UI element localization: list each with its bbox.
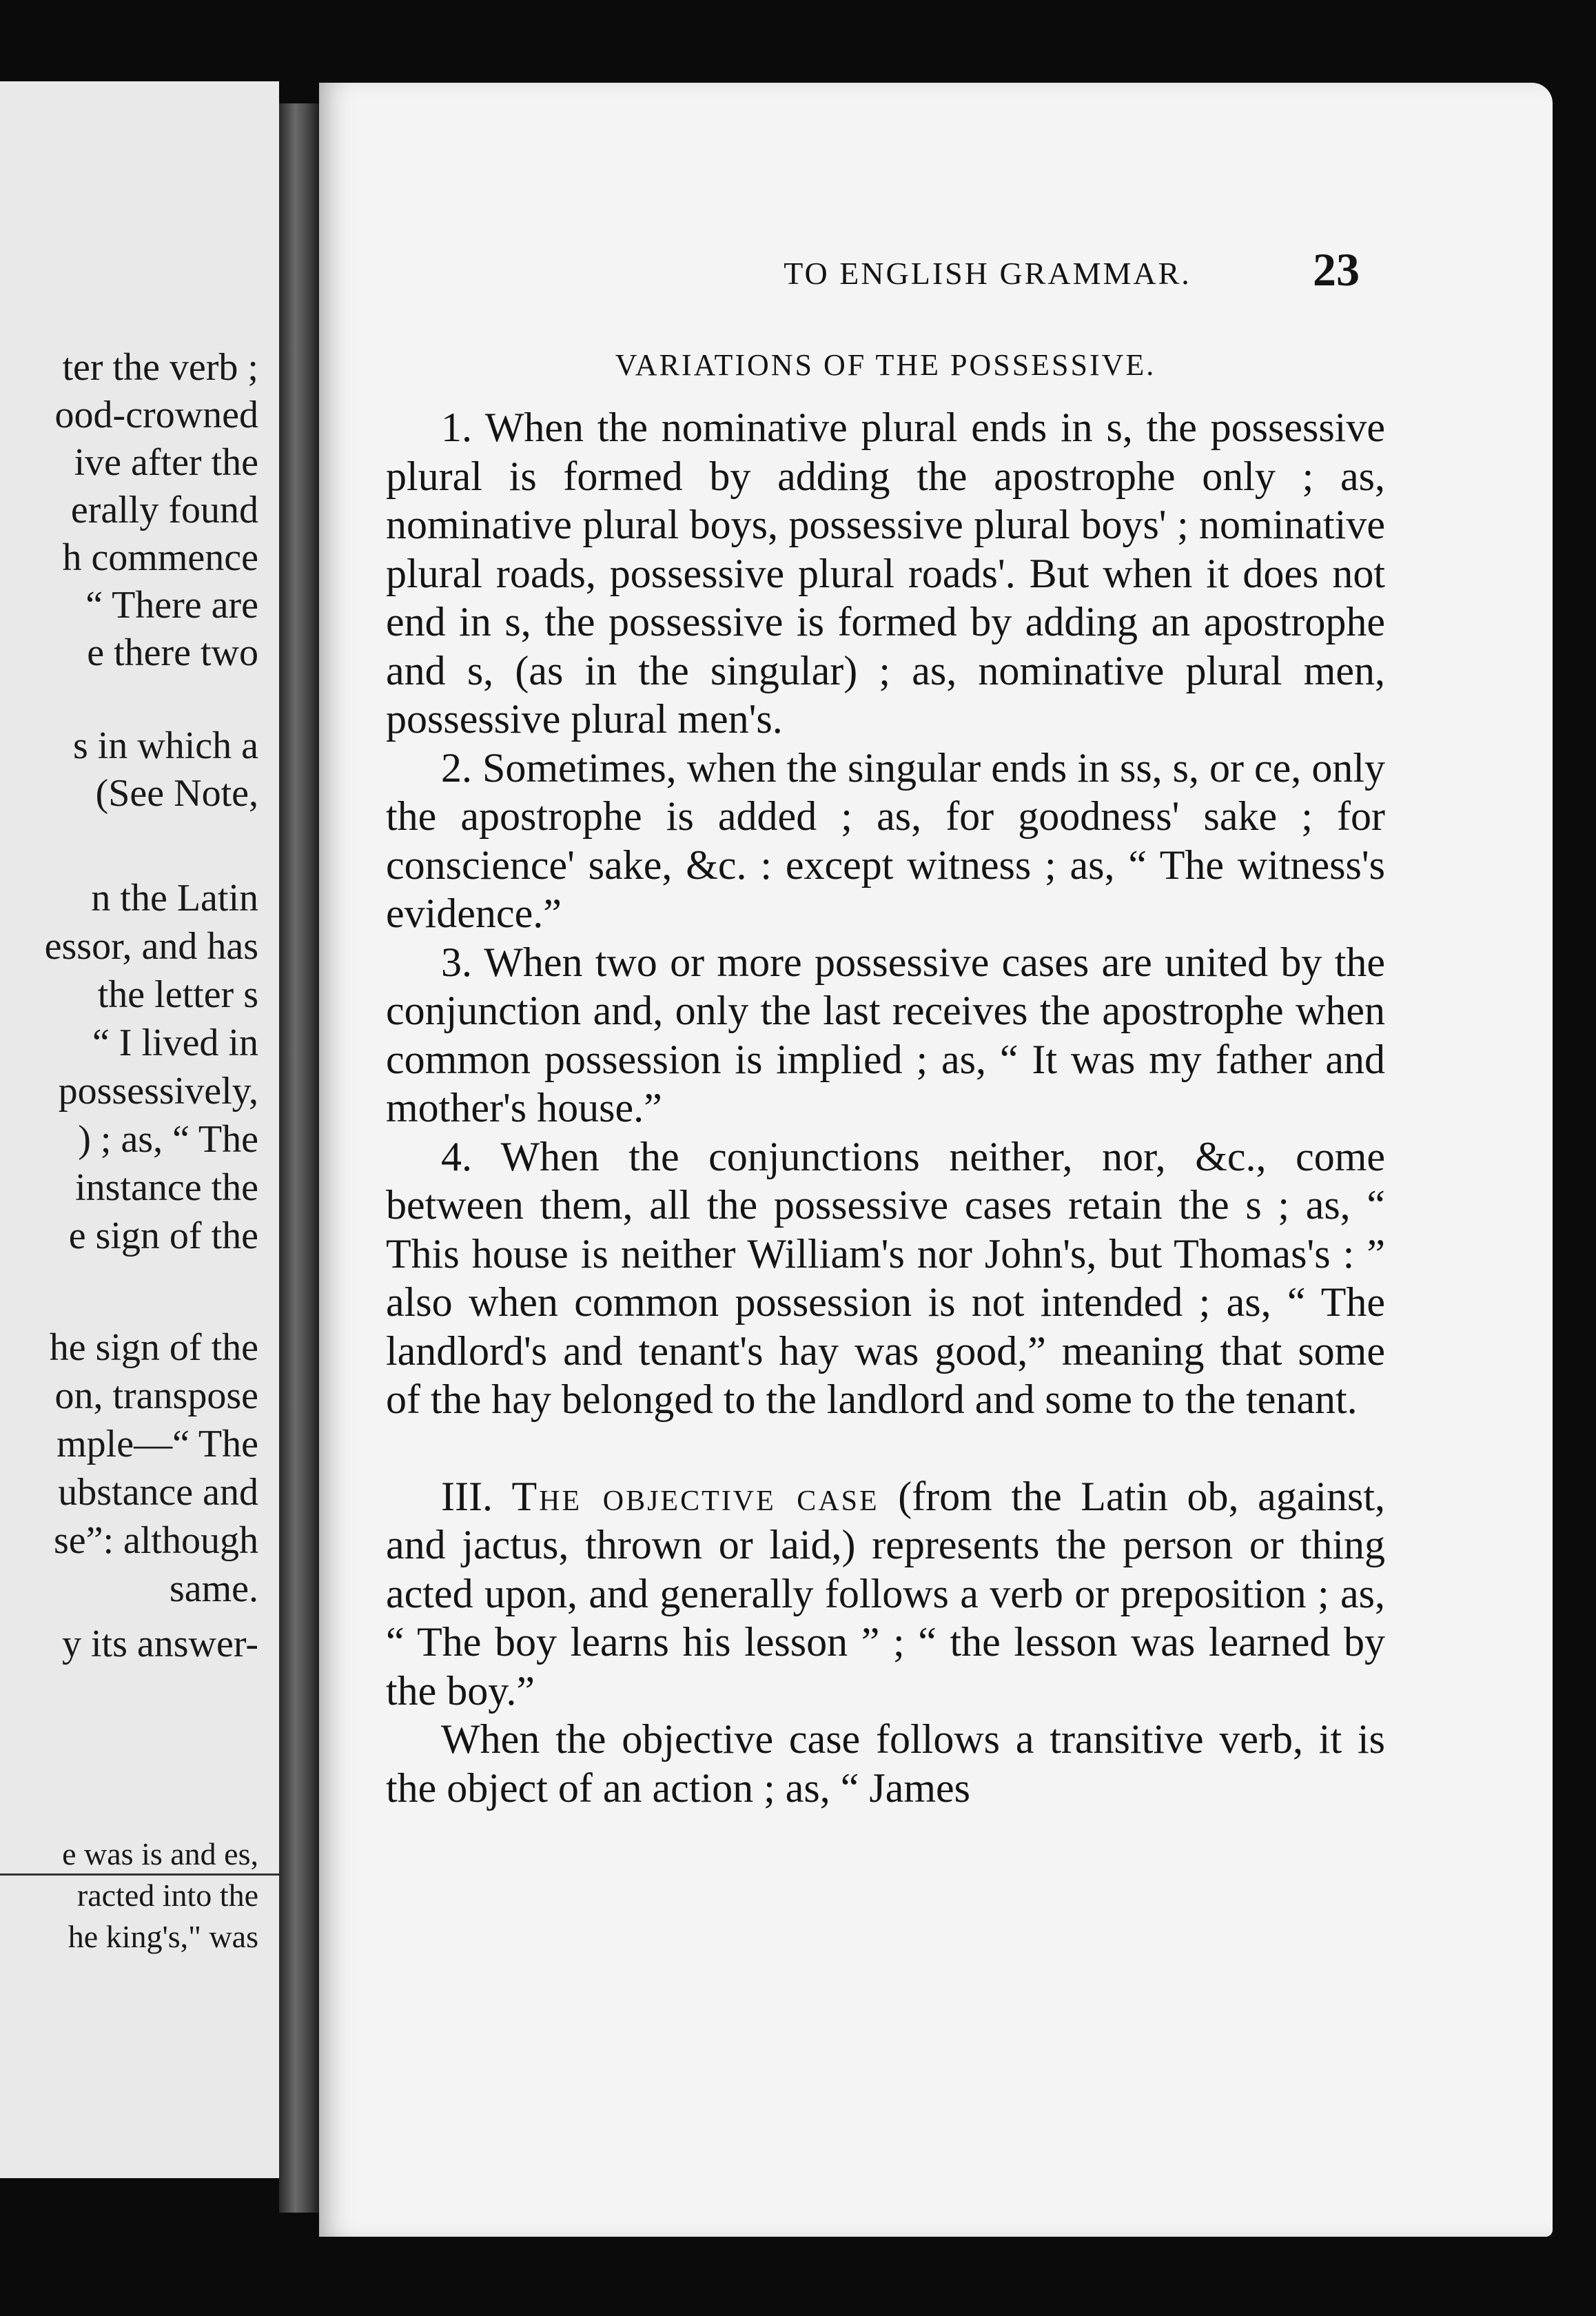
paragraph-rule-4: 4. When the conjunctions neither, nor, &c., come between them, all the possessive cases retain the s ; as, “ This house is neither William's nor John's, but Thomas's : ” also when common possession is not intended ; as, “ The landlord's and tenant's hay was good,” meaning that some of the hay belonged to the landlord and some to the tenant. xyxy=(386,1133,1385,1422)
left-page-line: e sign of the xyxy=(68,1215,258,1257)
left-page-line: e there two xyxy=(87,631,258,674)
left-page-line: ubstance and xyxy=(58,1471,258,1514)
paragraph-objective-case xyxy=(386,1472,1385,1716)
left-page-line: possessively, xyxy=(58,1070,258,1113)
left-page-line: s in which a xyxy=(72,724,258,767)
section-heading: VARIATIONS OF THE POSSESSIVE. xyxy=(615,348,1156,382)
objective-term: The objective case xyxy=(511,1473,879,1519)
objective-definition: (from the Latin ob, against, and jactus, thrown or laid,) represents the person or thing acted upon, and generally follows a verb or preposition ; as, “ The boy learns his lesson ” ; “ the lesson was learned by the boy.” xyxy=(386,1473,1386,1714)
left-page-line: he sign of the xyxy=(49,1326,258,1369)
left-page-line: “ I lived in xyxy=(92,1022,258,1064)
left-footnote-line: he king's," was xyxy=(68,1919,258,1954)
right-page xyxy=(319,83,1553,2237)
paragraph-transitive: When the objective case follows a transitive verb, it is the object of an action ; as, “ James xyxy=(386,1716,1385,1811)
left-page-line: the letter s xyxy=(97,973,258,1016)
left-page-line: n the Latin xyxy=(91,877,258,920)
left-page-line: instance the xyxy=(75,1166,258,1209)
left-page-line: on, transpose xyxy=(54,1374,258,1417)
paragraph-rule-2: 2. Sometimes, when the singular ends in ss, s, or ce, only the apostrophe is added ; as, for goodness' sake ; for conscience' sake, &c. : except witness ; as, “ The witness's evidence.” xyxy=(386,744,1385,936)
left-page-line: h commence xyxy=(62,536,258,579)
left-page-line: erally found xyxy=(70,489,258,531)
left-page-line: same. xyxy=(169,1567,258,1610)
left-footnote-line: racted into the xyxy=(76,1878,258,1913)
left-page-line: ) ; as, “ The xyxy=(78,1118,258,1161)
book-gutter xyxy=(279,103,319,2213)
left-footnote-line: e was is and es, xyxy=(62,1836,258,1871)
left-page-line: mple—“ The xyxy=(57,1423,258,1465)
left-page-line: y its answer- xyxy=(61,1623,258,1665)
left-page-line: ood-crowned xyxy=(54,394,258,436)
paragraph-rule-3: 3. When two or more possessive cases are united by the conjunction and, only the last receives the apostrophe when common possession is implied ; as, “ It was my father and mother's house.” xyxy=(386,939,1385,1130)
left-page-line: (See Note, xyxy=(95,772,258,815)
left-page-line: essor, and has xyxy=(44,925,258,968)
left-page-line: ter the verb ; xyxy=(62,346,258,389)
left-page-line: “ There are xyxy=(85,584,258,627)
paragraph-rule-1: 1. When the nominative plural ends in s, the possessive plural is formed by adding the apostrophe only ; as, nominative plural boys, possessive plural boys' ; nominative plural roads, possessive plural roads'. But when it does not end in s, the possessive is formed by adding an apostrophe and s, (as in the singular) ; as, nominative plural men, possessive plural men's. xyxy=(386,405,1385,742)
objective-numeral: III. xyxy=(441,1473,493,1519)
page-number: 23 xyxy=(1313,243,1360,296)
left-page-fragment xyxy=(0,81,279,2178)
left-page-line: se”: although xyxy=(53,1519,258,1562)
running-head: TO ENGLISH GRAMMAR. xyxy=(784,256,1191,291)
text-block xyxy=(386,341,1385,1812)
left-page-line: ive after the xyxy=(74,441,258,484)
